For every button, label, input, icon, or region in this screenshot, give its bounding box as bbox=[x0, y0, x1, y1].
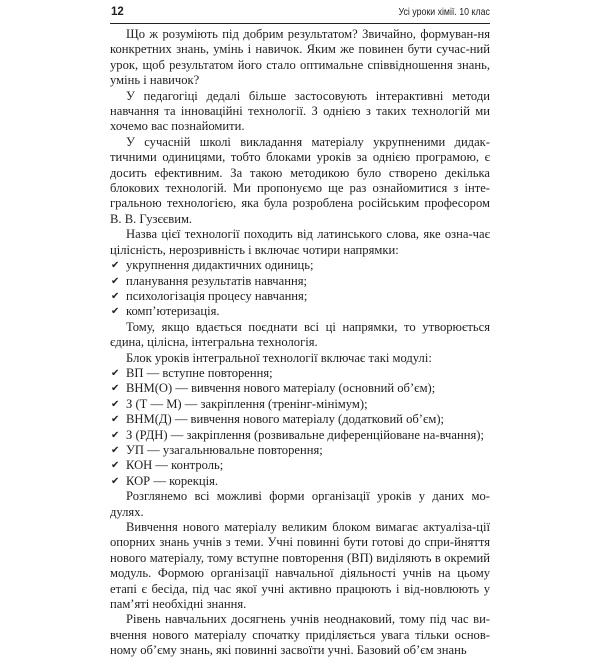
list-item: ✔ ВНМ(Д) — вивчення нового матеріалу (додатковий об’єм); bbox=[110, 412, 490, 427]
modules-list bbox=[110, 366, 490, 489]
paragraph: У сучасній школі викладання матеріалу укрупненими дидак-тичними одиницями, тобто блоками уроків за однією програмою, є досить ефективним. За такою методикою було створено декілька блокових технологій. Ми пропонуємо ще раз ознайомитися з інте-гральною технологією, яка була розроблена російським професором В. В. Гузєєвим. bbox=[110, 134, 490, 226]
list-item: ✔ ВНМ(О) — вивчення нового матеріалу (основний об’єм); bbox=[110, 381, 490, 396]
list-item: ✔ комп’ютеризація. bbox=[110, 304, 490, 319]
paragraph: Вивчення нового матеріалу великим блоком вимагає актуаліза-ції опорних знань учнів з теми. Учні повинні бути готові до спри-йняття нового матеріалу, тому вступне повторення (ВП) виділяють в окремий модуль. Формою організації навчальної діяльності учнів на цьому етапі є бесіда, під час якої учні активно працюють і від-новлюють у пам’яті необхідні знання. bbox=[110, 520, 490, 612]
page-number: 12 bbox=[111, 6, 124, 18]
list-item: ✔ психологізація процесу навчання; bbox=[110, 289, 490, 304]
paragraph: Що ж розуміють під добрим результатом? Звичайно, формуван-ня конкретних знань, умінь і навичок. Яким же повинен бути сучас-ний урок, щоб результатом його стало оптимальне співвідношення знань, умінь і навичок? bbox=[110, 27, 490, 88]
paragraph: Назва цієї технології походить від латинського слова, яке озна-чає цілісність, нерозривність і включає чотири напрямки: bbox=[110, 227, 490, 257]
list-item: ✔ УП — узагальнювальне повторення; bbox=[110, 443, 490, 458]
list-item: ✔ ВП — вступне повторення; bbox=[110, 366, 490, 381]
paragraph: Розглянемо всі можливі форми організації уроків у даних мо-дулях. bbox=[110, 489, 490, 519]
list-item: ✔ укрупнення дидактичних одиниць; bbox=[110, 258, 490, 273]
page-header bbox=[110, 5, 490, 24]
body-text bbox=[110, 27, 490, 659]
paragraph: Рівень навчальних досягнень учнів неоднаковий, тому під час ви-вчення нового матеріалу спочатку приділяється увага тільки основ-ному об’єму знань, які повинні засвоїти учні. Базовий об’єм знань bbox=[110, 612, 490, 658]
list-item: ✔ КОР — корекція. bbox=[110, 474, 490, 489]
paragraph: У педагогіці дедалі більше застосовують інтерактивні методи навчання та інноваційні технології. З однією з таких технологій ми хочемо вас познайомити. bbox=[110, 88, 490, 134]
list-item: ✔ планування результатів навчання; bbox=[110, 274, 490, 289]
paragraph: Блок уроків інтегральної технології включає такі модулі: bbox=[126, 350, 432, 365]
list-item: ✔ КОН — контроль; bbox=[110, 458, 490, 473]
directions-list bbox=[110, 258, 490, 320]
list-item: ✔ З (Т — М) — закріплення (тренінг-мінімум); bbox=[110, 397, 490, 412]
list-item: ✔ З (РДН) — закріплення (розвивальне диференційоване на-вчання); bbox=[110, 428, 490, 443]
running-title: Усі уроки хімії. 10 клас bbox=[398, 7, 490, 18]
paragraph: Тому, якщо вдається поєднати всі ці напрямки, то утворюється єдина, цілісна, інтегральна технологія. bbox=[110, 319, 490, 350]
